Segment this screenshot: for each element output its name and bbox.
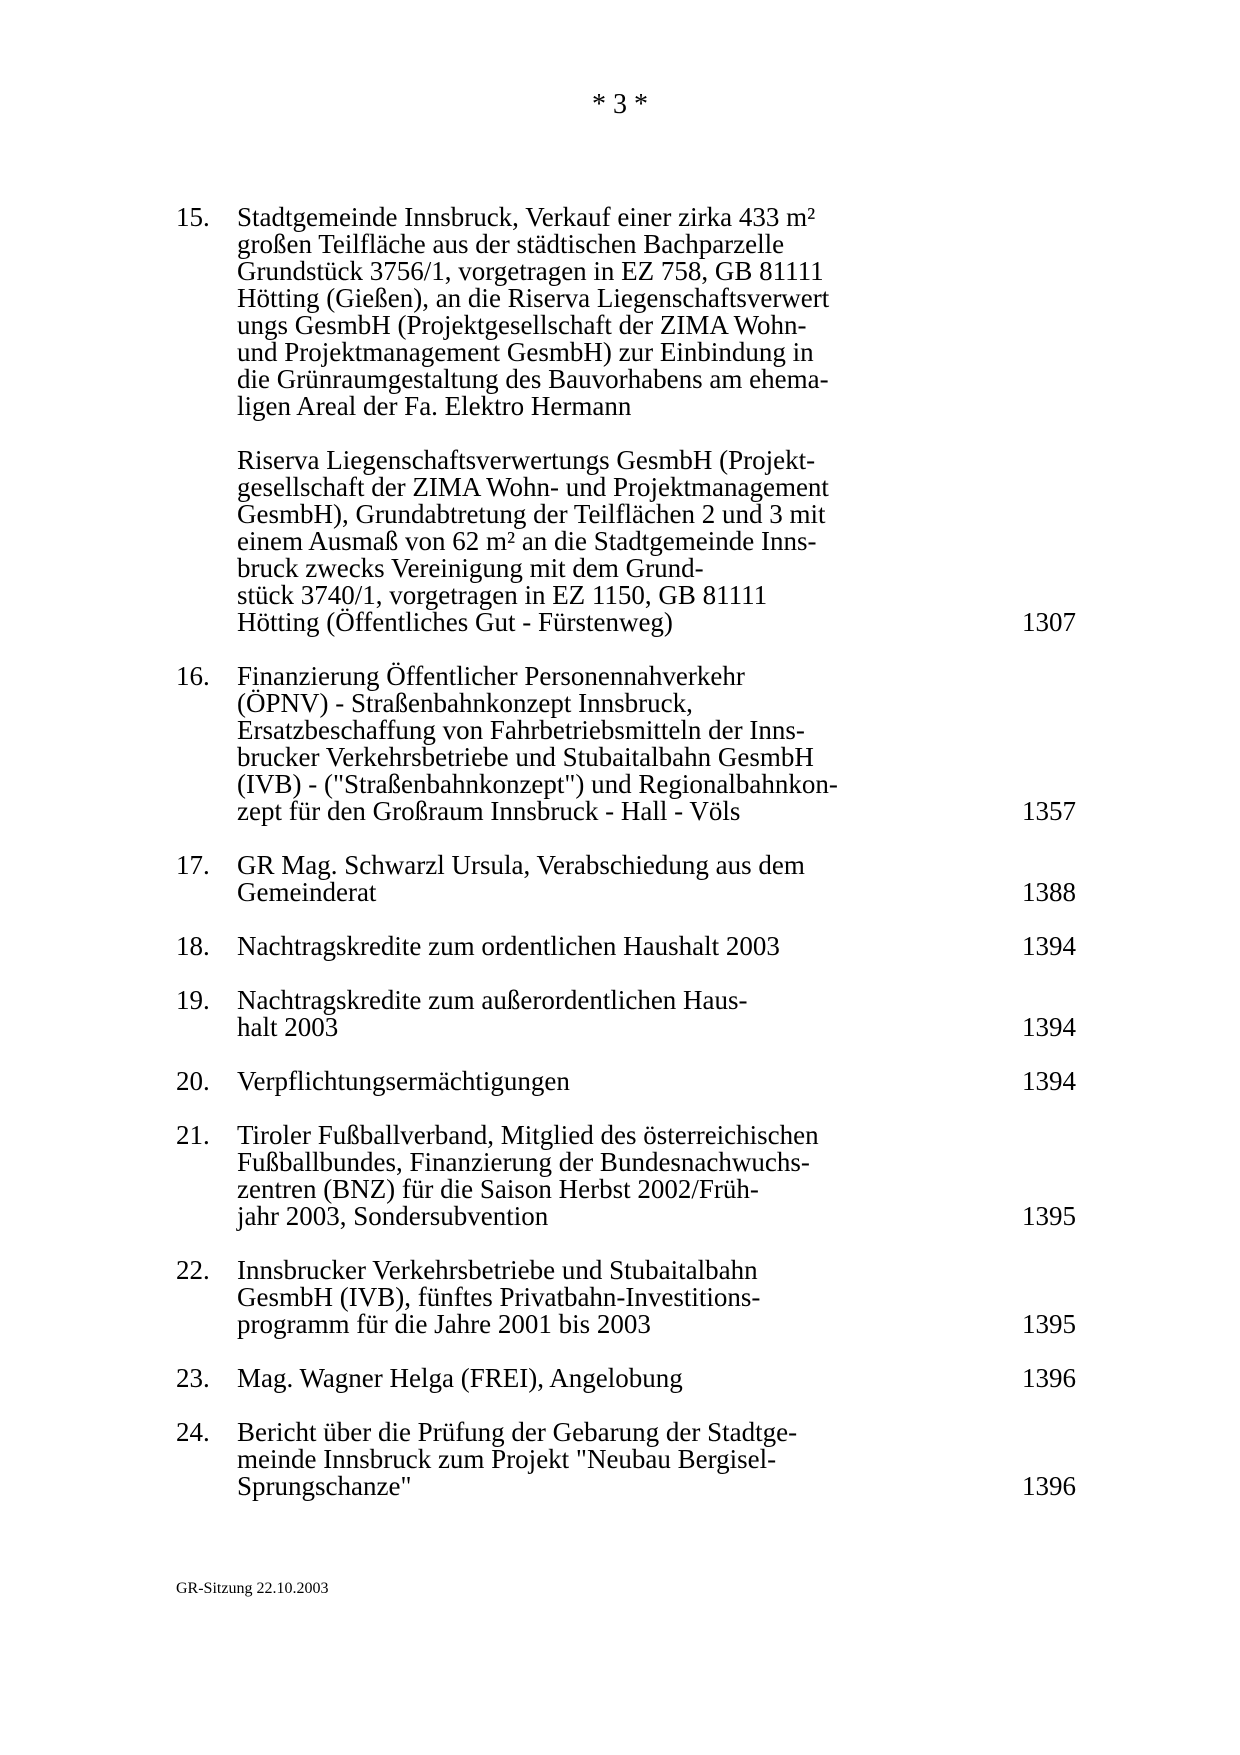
toc-item-paragraph: Nachtragskredite zum außerordentlichen Haus- halt 2003 [237, 985, 748, 1042]
toc-item-text [237, 933, 893, 960]
toc-item [176, 204, 1076, 636]
page-number: * 3 * [592, 89, 648, 120]
toc-item-page-number: 1394 [1022, 1066, 1076, 1096]
toc-item-text [237, 852, 893, 906]
toc-item-page-number: 1395 [1022, 1309, 1076, 1339]
toc-item [176, 1257, 1076, 1338]
page-footer: GR-Sitzung 22.10.2003 [176, 1580, 329, 1597]
toc-item-page-number: 1394 [1022, 1012, 1076, 1042]
toc-item-page-number: 1394 [1022, 931, 1076, 961]
toc-item-paragraph: Tiroler Fußballverband, Mitglied des österreichischen Fußballbundes, Finanzierung der Bundesnachwuchs- zentren (BNZ) für die Saison Herbst 2002/Früh- jahr 2003, Sondersubvention [237, 1120, 819, 1231]
toc-item-text [237, 204, 893, 636]
toc-item [176, 1365, 1076, 1392]
toc-item-number: 20. [176, 1066, 210, 1096]
toc-item-number: 22. [176, 1255, 210, 1285]
toc-item-page-number: 1396 [1022, 1363, 1076, 1393]
toc-item-number: 23. [176, 1363, 210, 1393]
toc-item-number: 24. [176, 1417, 210, 1447]
toc-item-text [237, 1257, 893, 1338]
toc-item-number: 19. [176, 985, 210, 1015]
toc-item-number: 18. [176, 931, 210, 961]
toc-item-page-number: 1357 [1022, 796, 1076, 826]
toc-item [176, 1122, 1076, 1230]
toc-item-paragraph: Nachtragskredite zum ordentlichen Haushalt 2003 [237, 931, 780, 961]
toc-item-paragraph: Finanzierung Öffentlicher Personennahverkehr (ÖPNV) - Straßenbahnkonzept Innsbruck, Ersatzbeschaffung von Fahrbetriebsmitteln der Inns- brucker Verkehrsbetriebe und Stubaitalbahn GesmbH (IVB) - ("Straßenbahnkonzept") und Regionalbahnkon- zept für den Großraum Innsbruck - Hall - Völs [237, 661, 838, 826]
toc-item-paragraph: Verpflichtungsermächtigungen [237, 1066, 570, 1096]
toc-item-text [237, 1365, 893, 1392]
toc-item-paragraph: Mag. Wagner Helga (FREI), Angelobung [237, 1363, 683, 1393]
toc-item-number: 16. [176, 661, 210, 691]
toc-item-text [237, 663, 893, 825]
toc-item-text [237, 987, 893, 1041]
toc-item [176, 663, 1076, 825]
toc-item-text [237, 1419, 893, 1500]
toc-item-page-number: 1307 [1022, 607, 1076, 637]
toc-item [176, 1068, 1076, 1095]
table-of-contents [176, 204, 1076, 1500]
toc-item [176, 933, 1076, 960]
toc-item-number: 15. [176, 202, 210, 232]
toc-item-page-number: 1396 [1022, 1471, 1076, 1501]
toc-item-paragraph: Stadtgemeinde Innsbruck, Verkauf einer zirka 433 m² großen Teilfläche aus der städtischen Bachparzelle Grundstück 3756/1, vorgetragen in EZ 758, GB 81111 Hötting (Gießen), an die Riserva Liegenschaftsverwert ungs GesmbH (Projektgesellschaft der ZIMA Wohn- und Projektmanagement GesmbH) zur Einbindung in die Grünraumgestaltung des Bauvorhabens am ehema- ligen Areal der Fa. Elektro Hermann [237, 202, 830, 421]
toc-item-number: 17. [176, 850, 210, 880]
toc-item-paragraph: Riserva Liegenschaftsverwertungs GesmbH (Projekt- gesellschaft der ZIMA Wohn- und Projektmanagement GesmbH), Grundabtretung der Teilflächen 2 und 3 mit einem Ausmaß von 62 m² an die Stadtgemeinde Inns- bruck zwecks Vereinigung mit dem Grund- stück 3740/1, vorgetragen in EZ 1150, GB 81111 Hötting (Öffentliches Gut - Fürstenweg) [237, 445, 829, 637]
toc-item [176, 987, 1076, 1041]
toc-item-number: 21. [176, 1120, 210, 1150]
toc-item-page-number: 1388 [1022, 877, 1076, 907]
toc-item [176, 1419, 1076, 1500]
toc-item-paragraph: Bericht über die Prüfung der Gebarung der Stadtge- meinde Innsbruck zum Projekt "Neubau Bergisel- Sprungschanze" [237, 1417, 798, 1501]
toc-item-paragraph: Innsbrucker Verkehrsbetriebe und Stubaitalbahn GesmbH (IVB), fünftes Privatbahn-Investitions- programm für die Jahre 2001 bis 2003 [237, 1255, 761, 1339]
toc-item-text [237, 1068, 893, 1095]
toc-item-paragraph: GR Mag. Schwarzl Ursula, Verabschiedung aus dem Gemeinderat [237, 850, 805, 907]
toc-item-page-number: 1395 [1022, 1201, 1076, 1231]
toc-item [176, 852, 1076, 906]
toc-item-text [237, 1122, 893, 1230]
